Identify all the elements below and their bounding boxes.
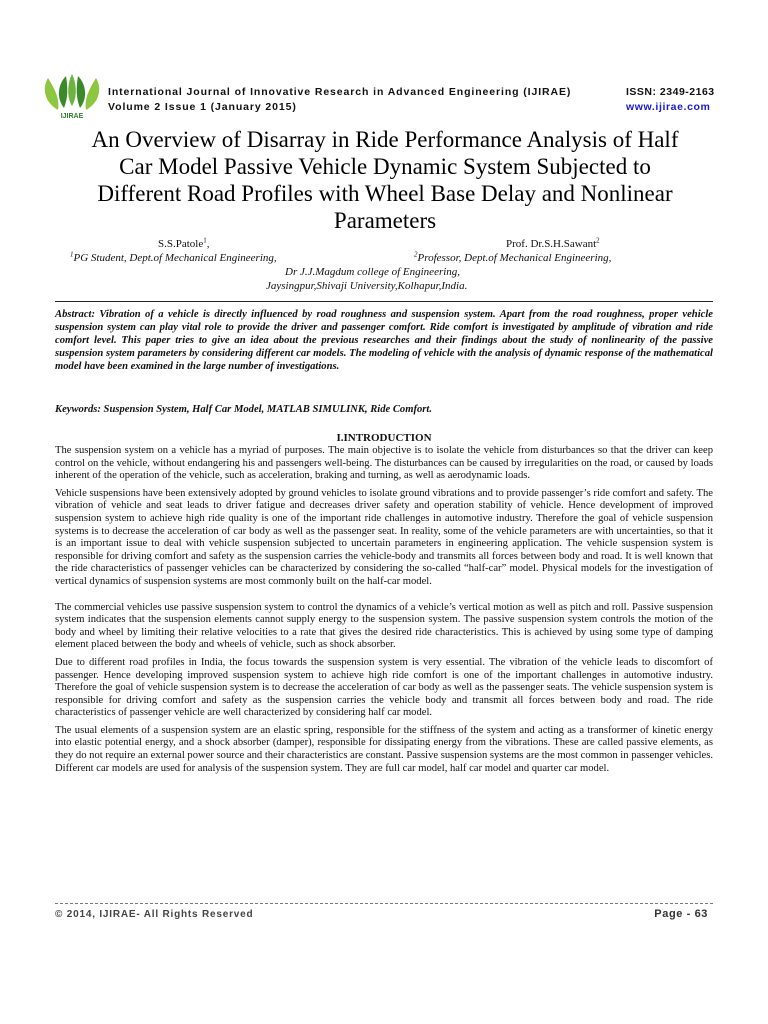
author-2-superscript: 2 (596, 236, 600, 245)
author-1-superscript: 1 (203, 236, 207, 245)
author-1-name: S.S.Patole (158, 238, 204, 250)
footer-divider (55, 903, 713, 904)
author-1 (158, 238, 209, 250)
paragraph: The usual elements of a suspension system are an elastic spring, responsible for the stiffness of the system and acting as a transformer of kinetic energy into elastic potential energy, and a shock absorber (damper), responsible for dissipating energy from the vibrations. These are called passive elements, as they do not require an external power source and their characteristics are constant. Passive suspension systems are the most common in passenger vehicles. Different car models are used for analysis of the suspension system. They are full car model, half car model and quarter car model. (55, 724, 713, 774)
page-number: Page - 63 (654, 908, 708, 920)
paragraph: Due to different road profiles in India, the focus towards the suspension system is very essential. The vibration of the vehicle leads to discomfort of passenger. Hence developing improved suspension system to achieve high ride comfort is one of the important challenges in automotive industry. Therefore the goal of vehicle suspension system is to decrease the acceleration of car body as well as the passenger seats. The vehicle suspension system is responsible for driving comfort and safety as the suspension carries the vehicle body and transmit all forces between body and road. The ride characteristics of passenger vehicle are well characterized by considering half car model. (55, 656, 713, 719)
title-line: Car Model Passive Vehicle Dynamic System Subjected to (119, 154, 651, 179)
author-1-suffix: , (206, 238, 210, 250)
affiliation-1-superscript: 1 (70, 250, 74, 259)
title-divider (55, 301, 713, 302)
paper-title (40, 126, 730, 234)
affiliation-2-superscript: 2 (414, 250, 418, 259)
title-line: Different Road Profiles with Wheel Base Delay and Nonlinear (97, 181, 673, 206)
logo-text: IJIRAE (60, 113, 84, 120)
journal-issn: ISSN: 2349-2163 (626, 86, 715, 98)
introduction-body (55, 445, 713, 780)
author-2 (506, 238, 600, 250)
affiliation-2 (414, 252, 611, 264)
keywords: Keywords: Suspension System, Half Car Model, MATLAB SIMULINK, Ride Comfort. (55, 404, 433, 415)
paragraph: The commercial vehicles use passive suspension system to control the dynamics of a vehicle’s vertical motion as well as pitch and roll. Passive suspension system indicates that the suspension elements cannot supply energy to the suspension system. The passive suspension system controls the motion of the body and wheel by limiting their relative velocities to a rate that gives the desired ride characteristics. This is achieved by using some type of damping element placed between the body and wheels of vehicle, such as shock absorber. (55, 601, 713, 651)
affiliation-2-text: Professor, Dept.of Mechanical Engineering, (417, 252, 612, 264)
journal-volume: Volume 2 Issue 1 (January 2015) (108, 101, 297, 113)
title-line: Parameters (333, 208, 437, 233)
paragraph: The suspension system on a vehicle has a myriad of purposes. The main objective is to isolate the vehicle from disturbances so that the driver can keep control on the vehicle, without endangering his and passengers well-being. The disturbances can be caused by irregularities on the road, or caused by loads inherent of the operation of the vehicle, such as acceleration, braking and turning, as well as aerodynamic loads. (55, 445, 713, 482)
affiliation-college: Dr J.J.Magdum college of Engineering, (285, 266, 461, 278)
paragraph: Vehicle suspensions have been extensively adopted by ground vehicles to isolate ground vibrations and to provide passenger’s ride comfort and safety. The vibration of vehicle and seat leads to driver fatigue and decreases driver safety and operation stability of vehicle. Hence development of improved suspension system to achieve high ride quality is one of the important ride challenges in automotive industry. Therefore the goal of vehicle suspension systems is to decrease the acceleration of car body as well as the passenger seat. In reality, some of the vehicle parameters are with uncertainties, so that it is an important issue to deal with vehicle suspension subjected to uncertain parameters in engineering application. The vehicle suspension system is responsible for driving comfort and safety as the suspension carries the vehicle-body and transmits all forces between body and road. It is well known that the ride characteristics of passenger vehicles can be characterized by considering the so-called “half-car” model. Physical models for the investigation of vertical dynamics of suspension systems are most commonly built on the half-car model. (55, 487, 713, 587)
author-2-name: Prof. Dr.S.H.Sawant (506, 238, 597, 250)
journal-website-link[interactable]: www.ijirae.com (626, 101, 711, 113)
affiliation-1-text: PG Student, Dept.of Mechanical Engineering, (73, 252, 277, 264)
abstract: Abstract: Vibration of a vehicle is directly influenced by road roughness and suspension system. Apart from the road roughness, proper vehicle suspension system can play vital role to provide the driver and passenger comfort. Ride comfort is investigated by amplitude of vibration and ride comfort level. This paper tries to give an idea about the previous researches and their findings about the study of nonlinearity of the passive suspension system parameters by considering different car models. The modeling of vehicle with the analysis of dynamic response of the mathematical model have been examined in the large number of investigations. (55, 309, 713, 372)
title-line: An Overview of Disarray in Ride Performance Analysis of Half (91, 127, 679, 152)
section-heading-introduction: I.INTRODUCTION (336, 432, 432, 444)
affiliation-university: Jaysingpur,Shivaji University,Kolhapur,India. (266, 280, 468, 292)
affiliation-1 (70, 252, 277, 264)
journal-logo (38, 70, 106, 120)
journal-name: International Journal of Innovative Research in Advanced Engineering (IJIRAE) (108, 86, 572, 98)
footer-copyright: © 2014, IJIRAE- All Rights Reserved (55, 909, 254, 920)
